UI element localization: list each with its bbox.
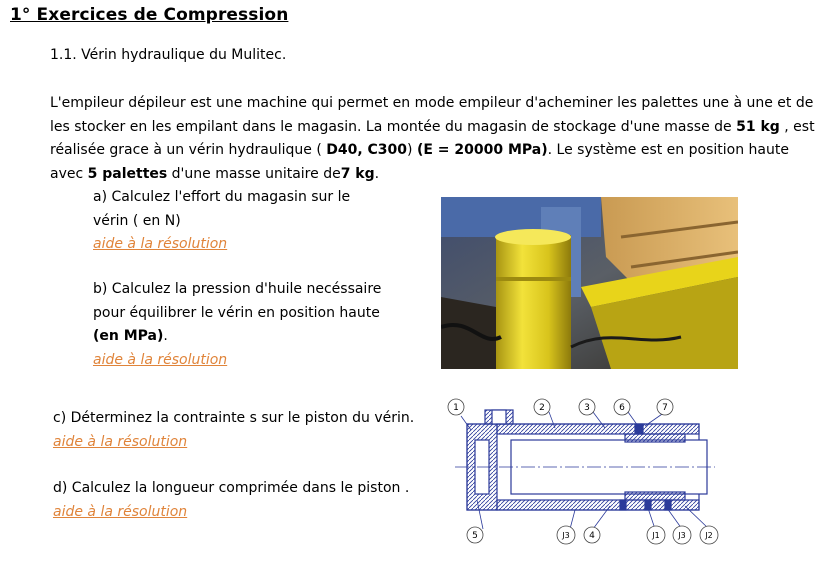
question-a-line1: a) Calculez l'effort du magasin sur le xyxy=(93,189,351,205)
label-3: 3 xyxy=(584,403,590,413)
intro-mass: 51 kg xyxy=(736,118,780,135)
intro-cylinder-spec: D40, C300 xyxy=(326,142,408,158)
question-b-line2: pour équilibrer le vérin en position haute xyxy=(93,304,380,321)
exercise-intro xyxy=(50,92,825,186)
help-link-c[interactable]: aide à la résolution xyxy=(53,433,188,450)
question-b-line1: b) Calculez la pression d'huile necéssaire xyxy=(93,281,382,297)
question-c-text: c) Déterminez la contrainte s sur le piston du vérin. xyxy=(53,410,415,426)
help-link-d[interactable]: aide à la résolution xyxy=(53,503,188,520)
label-j3-left: J3 xyxy=(562,531,570,540)
intro-young-modulus: (E = 20000 MPa) xyxy=(416,142,548,158)
label-4: 4 xyxy=(589,531,595,541)
cylinder-technical-drawing xyxy=(445,396,727,548)
question-d xyxy=(53,477,409,524)
label-j3-right: J3 xyxy=(678,531,686,540)
question-c xyxy=(53,407,414,454)
question-a xyxy=(93,186,350,257)
label-j1: J1 xyxy=(652,531,660,540)
label-1: 1 xyxy=(453,403,459,413)
question-a-line2: vérin ( en N) xyxy=(93,212,181,229)
label-j2: J2 xyxy=(705,531,713,540)
intro-text-2: , est réalisée grace à un vérin hydraulique ( xyxy=(50,118,815,158)
question-b xyxy=(93,278,381,372)
question-b-line3: (en MPa) xyxy=(93,328,164,344)
label-7: 7 xyxy=(662,403,668,413)
intro-text-5: d'une masse unitaire de xyxy=(167,165,341,182)
label-5: 5 xyxy=(472,531,478,541)
question-d-text: d) Calculez la longueur comprimée dans le piston . xyxy=(53,480,410,496)
photo-illustration xyxy=(441,197,738,369)
exercise-subtitle: 1.1. Vérin hydraulique du Mulitec. xyxy=(50,47,287,63)
intro-text-4: . Le système est en position haute avec xyxy=(50,142,789,182)
question-b-line3-end: . xyxy=(163,328,168,344)
intro-text-1: L'empileur dépileur est une machine qui permet en mode empileur d'acheminer les palettes une à une et de les stocker en les empilant dans le magasin. La montée du magasin de stockage d'une masse de xyxy=(50,95,814,135)
help-link-a[interactable]: aide à la résolution xyxy=(93,236,228,252)
intro-pallets: 5 palettes xyxy=(87,165,168,182)
intro-text-6: . xyxy=(374,165,380,182)
hydraulic-cylinder-photo xyxy=(441,197,738,369)
help-link-b[interactable]: aide à la résolution xyxy=(93,351,228,368)
page-title: 1° Exercices de Compression xyxy=(10,5,289,25)
label-2: 2 xyxy=(539,403,545,413)
intro-text-3: ) xyxy=(407,142,417,158)
intro-unit-mass: 7 kg xyxy=(340,165,375,182)
drawing-svg xyxy=(445,396,727,548)
label-6: 6 xyxy=(619,403,625,413)
